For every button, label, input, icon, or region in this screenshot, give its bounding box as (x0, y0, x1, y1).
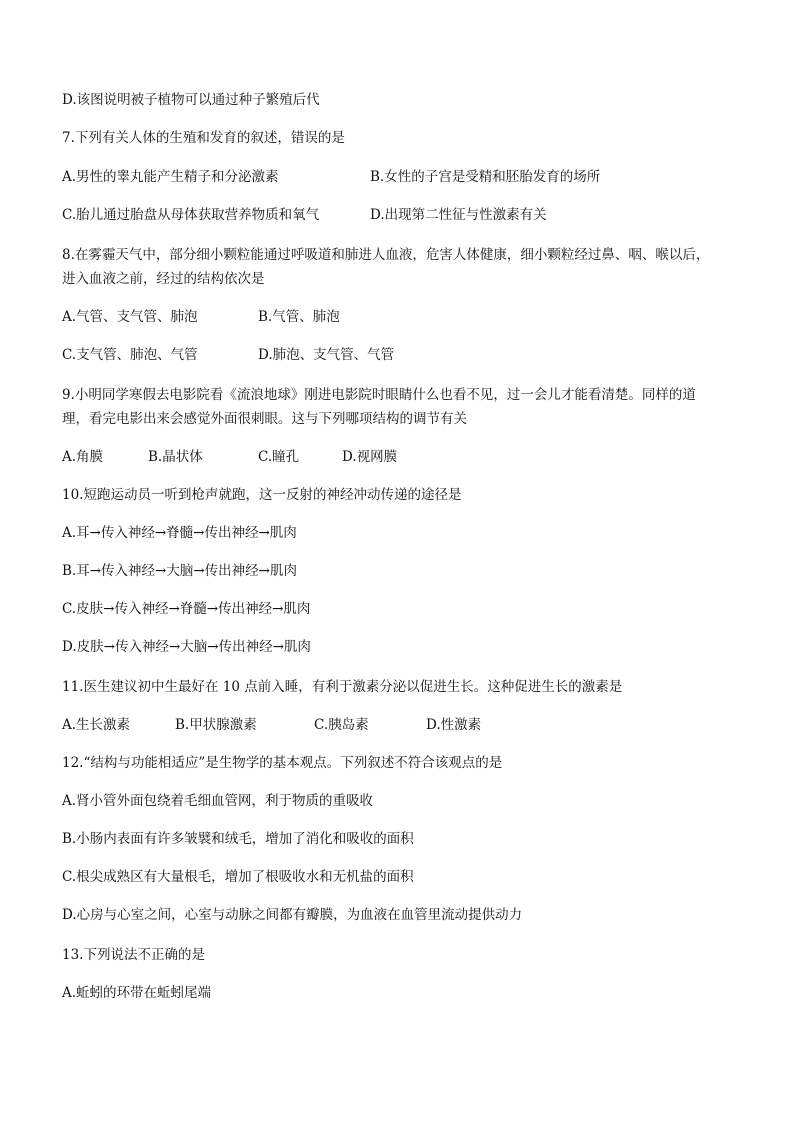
q13-option-a: A.蚯蚓的环带在蚯蚓尾端 (62, 985, 212, 1001)
q11-option-b: B.甲状腺激素 (175, 717, 257, 733)
q8-option-c: C.支气管、肺泡、气管 (62, 347, 198, 363)
q11-option-d: D.性激素 (426, 717, 482, 733)
q8-option-a: A.气管、支气管、肺泡 (62, 309, 198, 325)
q11-option-a: A.生长激素 (62, 717, 131, 733)
q10-option-c: C.皮肤→传入神经→脊髓→传出神经→肌肉 (62, 601, 311, 617)
q8-stem-line1: 8.在雾霾天气中，部分细小颗粒能通过呼吸道和肺进人血液，危害人体健康，细小颗粒经过鼻、咽、喉以后， (62, 247, 710, 263)
q12-stem: 12.“结构与功能相适应”是生物学的基本观点。下列叙述不符合该观点的是 (62, 755, 503, 771)
q13-stem: 13.下列说法不正确的是 (62, 947, 205, 963)
q12-option-d: D.心房与心室之间，心室与动脉之间都有瓣膜，为血液在血管里流动提供动力 (62, 907, 523, 923)
q12-option-c: C.根尖成熟区有大量根毛，增加了根吸收水和无机盐的面积 (62, 869, 414, 885)
q7-option-a: A.男性的睾丸能产生精子和分泌激素 (62, 169, 279, 185)
q10-option-b: B.耳→传入神经→大脑→传出神经→肌肉 (62, 563, 297, 579)
q6-option-d: D.该图说明被子植物可以通过种子繁殖后代 (62, 92, 320, 108)
q9-option-a: A.角膜 (62, 449, 104, 465)
q9-stem-line2: 理，看完电影出来会感觉外面很刺眼。这与下列哪项结构的调节有关 (62, 411, 467, 427)
q7-option-b: B.女性的子宫是受精和胚胎发育的场所 (370, 169, 601, 185)
q7-stem: 7.下列有关人体的生殖和发育的叙述，错误的是 (62, 130, 345, 146)
q9-stem-line1: 9.小明同学寒假去电影院看《流浪地球》刚进电影院时眼睛什么也看不见，过一会儿才能看清楚。同样的道 (62, 387, 696, 403)
q9-option-c: C.瞳孔 (258, 449, 300, 465)
q11-option-c: C.胰岛素 (314, 717, 369, 733)
q12-option-b: B.小肠内表面有许多皱襞和绒毛，增加了消化和吸收的面积 (62, 831, 414, 847)
q10-stem: 10.短跑运动员一听到枪声就跑，这一反射的神经冲动传递的途径是 (62, 487, 462, 503)
q9-option-b: B.晶状体 (148, 449, 203, 465)
q11-stem: 11.医生建议初中生最好在 10 点前入睡，有利于激素分泌以促进生长。这种促进生长的激素是 (62, 679, 623, 695)
q9-option-d: D.视网膜 (342, 449, 398, 465)
q12-option-a: A.肾小管外面包绕着毛细血管网，利于物质的重吸收 (62, 793, 374, 809)
q10-option-d: D.皮肤→传入神经→大脑→传出神经→肌肉 (62, 639, 311, 655)
q8-option-d: D.肺泡、支气管、气管 (258, 347, 395, 363)
q10-option-a: A.耳→传入神经→脊髓→传出神经→肌肉 (62, 525, 297, 541)
q8-option-b: B.气管、肺泡 (258, 309, 340, 325)
q7-option-c: C.胎儿通过胎盘从母体获取营养物质和氧气 (62, 207, 320, 223)
q7-option-d: D.出现第二性征与性激素有关 (370, 207, 547, 223)
q8-stem-line2: 进入血液之前，经过的结构依次是 (62, 271, 265, 287)
